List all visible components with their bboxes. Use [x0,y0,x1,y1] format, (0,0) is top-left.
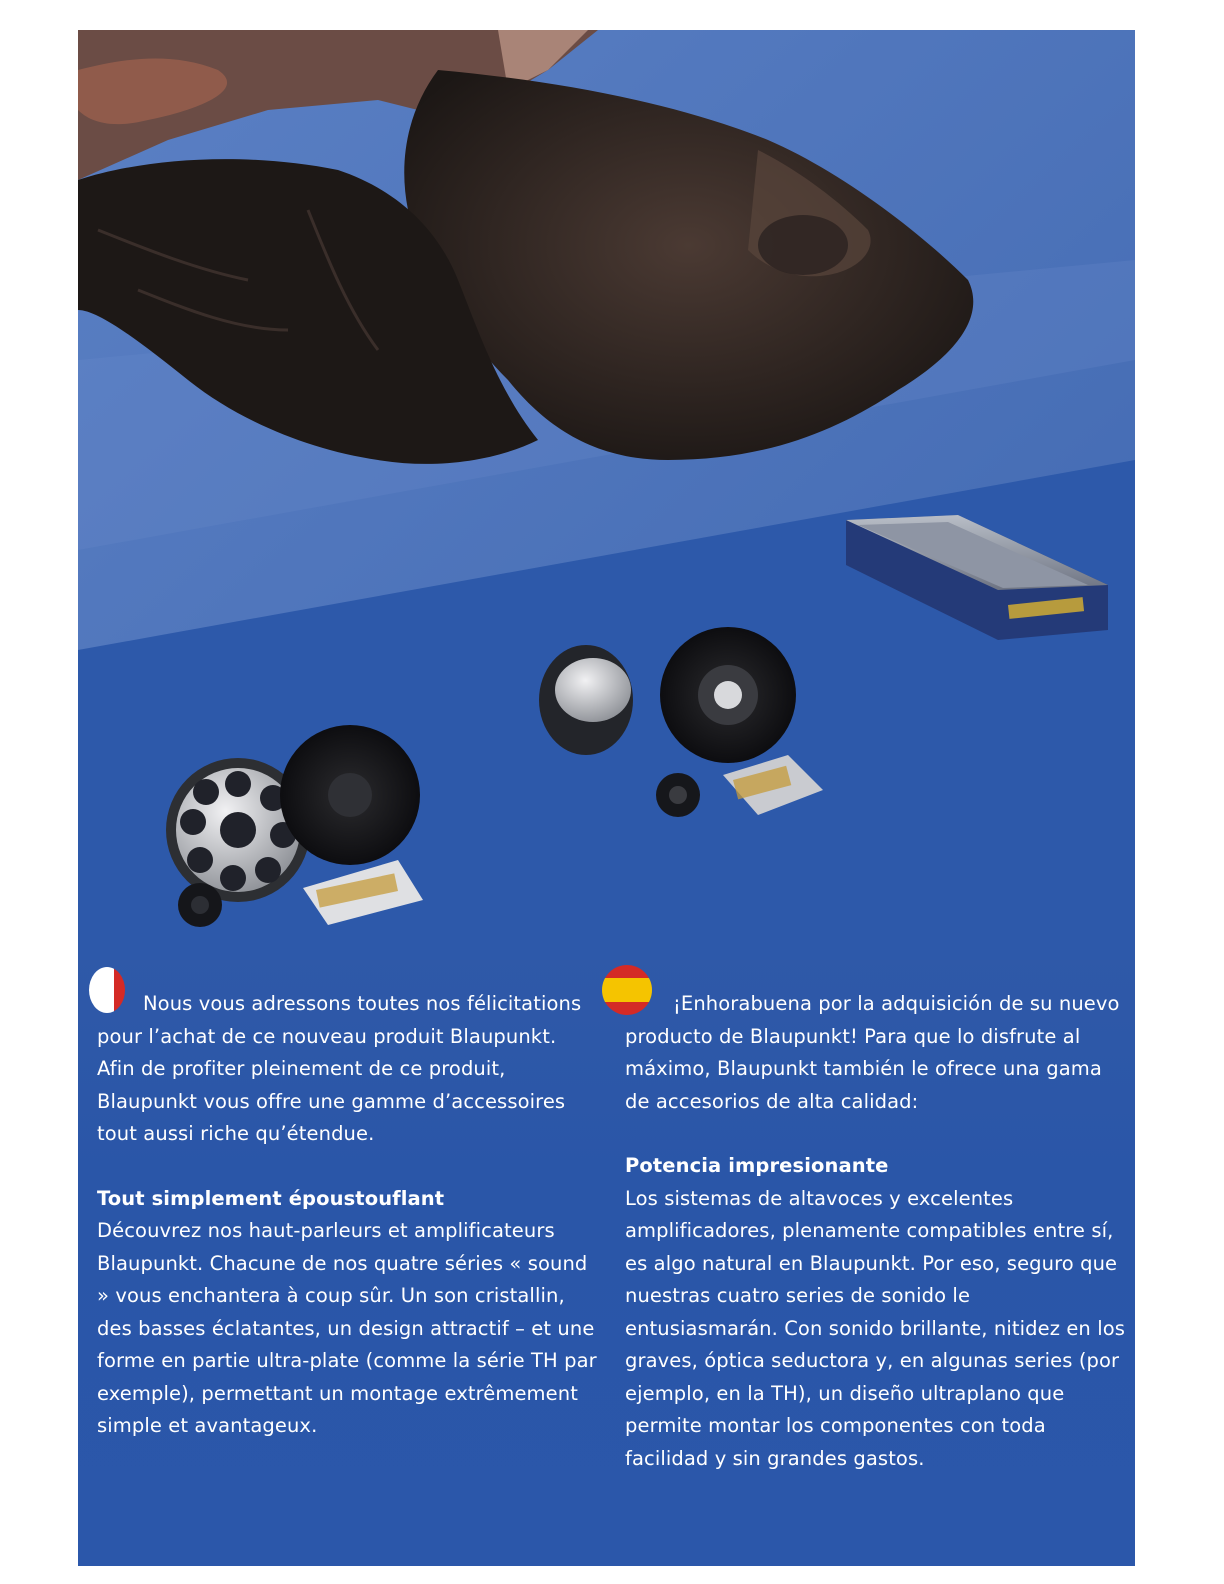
spanish-heading: Potencia impresionante [625,1154,889,1177]
french-intro: Nous vous adressons toutes nos félicitations pour l’achat de ce nouveau produit Blaupunkt. Afin de profiter pleinement de ce produit, Blaupunkt vous offre une gamme d’accessoires tout aussi riche qu’étendue. [97,992,582,1145]
spanish-text-column [625,988,1125,1475]
spanish-body: Los sistemas de altavoces y excelentes amplificadores, plenamente compatibles entre sí, es algo natural en Blaupunkt. Por eso, seguro que nuestras cuatro series de sonido le entusiasmarán. Con sonido brillante, nitidez en los graves, óptica seductora y, en algunas series (por ejemplo, en la TH), un diseño ultraplano que permite montar los componentes con toda facilidad y sin grandes gastos. [625,1186,1125,1470]
hero-photo [78,30,1135,960]
french-text-column [97,988,597,1443]
brochure-page [78,30,1135,1566]
french-heading: Tout simplement époustouflant [97,1186,445,1210]
french-body: Découvrez nos haut-parleurs et amplificateurs Blaupunkt. Chacune de nos quatre séries « sound » vous enchantera à coup sûr. Un son cristallin, des basses éclatantes, un design attractif – et une forme en partie ultra-plate (comme la série TH par exemple), permettant un montage extrêmement simple et avantageux. [97,1219,597,1437]
spanish-intro: ¡Enhorabuena por la adquisición de su nuevo producto de Blaupunkt! Para que lo disfrute al máximo, Blaupunkt también le ofrece una gama de accesorios de alta calidad: [625,992,1120,1113]
